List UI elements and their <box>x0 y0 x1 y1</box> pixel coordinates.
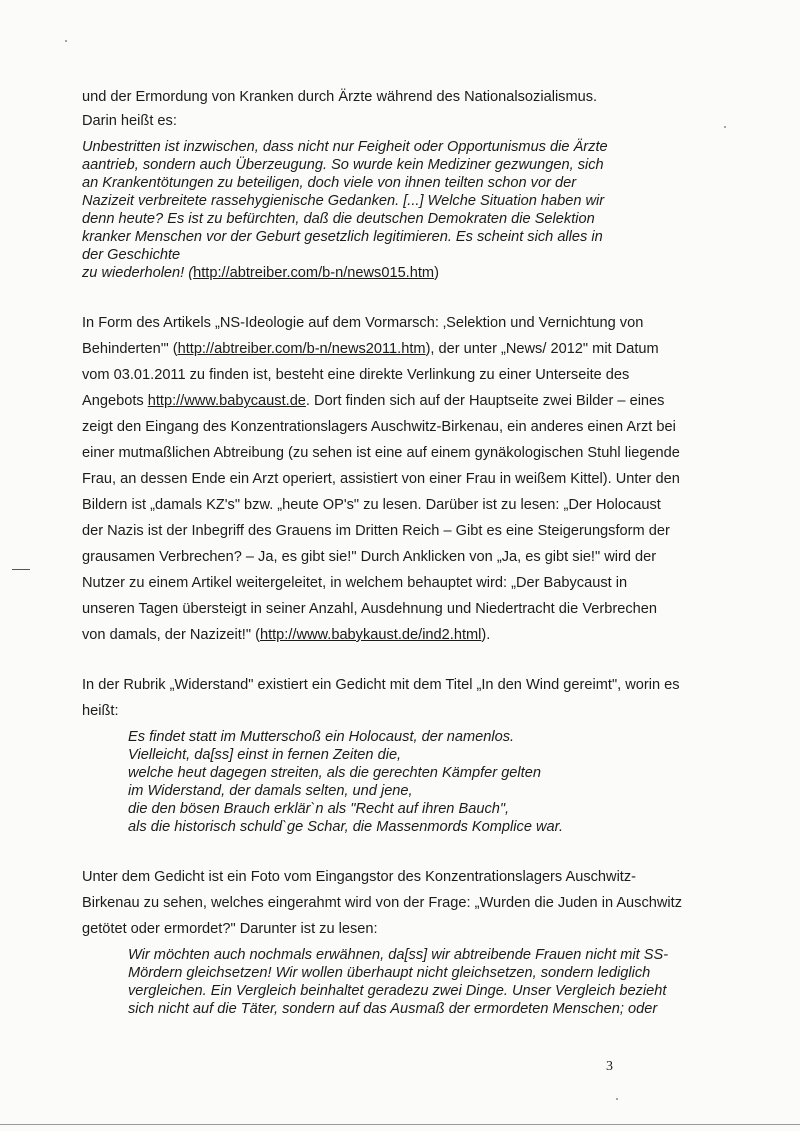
para3-line: Unter dem Gedicht ist ein Foto vom Eingangstor des Konzentrationslagers Auschwitz- <box>82 869 637 885</box>
para1-text: Behinderten'" ( <box>82 341 178 357</box>
scan-edge-line <box>0 1124 800 1125</box>
para1-line: Nutzer zu einem Artikel weitergeleitet, in welchem behauptet wird: „Der Babycaust in <box>82 575 628 591</box>
para1-line <box>82 392 664 410</box>
quote1-line: an Krankentötungen zu beteiligen, doch viele von ihnen teilten schon vor der <box>82 175 577 191</box>
quote2-line: vergleichen. Ein Vergleich beinhaltet geradezu zwei Dinge. Unser Vergleich bezieht <box>128 983 667 999</box>
para1-line: Frau, an dessen Ende ein Arzt operiert, assistiert von einer Frau in weißem Kittel). Unter den <box>82 471 680 487</box>
quote1-line: Nazizeit verbreitete rassehygienische Gedanken. [...] Welche Situation haben wir <box>82 193 605 209</box>
poem-line: die den bösen Brauch erklär`n als "Recht auf ihren Bauch", <box>128 801 510 817</box>
para1-line: vom 03.01.2011 zu finden ist, besteht eine direkte Verlinkung zu einer Unterseite des <box>82 367 630 383</box>
para3-line: Birkenau zu sehen, welches eingerahmt wird von der Frage: „Wurden die Juden in Auschwitz <box>82 895 683 911</box>
para1-text: ). <box>481 627 491 643</box>
quote2-line: sich nicht auf die Täter, sondern auf das Ausmaß der ermordeten Menschen; oder <box>128 1001 658 1017</box>
intro-line: und der Ermordung von Kranken durch Ärzte während des Nationalsozialismus. <box>82 89 598 105</box>
para1-text: Angebots <box>82 393 148 409</box>
para1-line: grausamen Verbrechen? – Ja, es gibt sie!" Durch Anklicken von „Ja, es gibt sie!" wird der <box>82 549 657 565</box>
para2-line: heißt: <box>82 703 119 719</box>
poem-line: im Widerstand, der damals selten, und jene, <box>128 783 413 799</box>
quote2-line: Mördern gleichsetzen! Wir wollen überhaupt nicht gleichsetzen, sondern lediglich <box>128 965 651 981</box>
poem-line: Es findet statt im Mutterschoß ein Holocaust, der namenlos. <box>128 729 515 745</box>
link-babykaust[interactable]: http://www.babykaust.de/ind2.html <box>259 627 482 643</box>
quote1-last-prefix: zu wiederholen! ( <box>82 265 194 281</box>
link-news2011[interactable]: http://abtreiber.com/b-n/news2011.htm <box>177 341 426 357</box>
margin-dash <box>12 569 30 570</box>
para1-line: einer mutmaßlichen Abtreibung (zu sehen ist eine auf einem gynäkologischen Stuhl liegende <box>82 445 680 461</box>
para1-text: von damals, der Nazizeit!" ( <box>82 627 260 643</box>
scan-speck <box>65 40 67 42</box>
para1-line: der Nazis ist der Inbegriff des Grauens im Dritten Reich – Gibt es eine Steigerungsform der <box>82 523 670 539</box>
para2-line: In der Rubrik „Widerstand" existiert ein Gedicht mit dem Titel „In den Wind gereimt", worin es <box>82 677 680 693</box>
para1-line <box>82 626 490 644</box>
link-news015[interactable]: http://abtreiber.com/b-n/news015.htm <box>193 265 435 281</box>
quote1-line: denn heute? Es ist zu befürchten, daß die deutschen Demokraten die Selektion <box>82 211 595 227</box>
scan-speck <box>616 1098 618 1100</box>
page-number: 3 <box>606 1059 613 1074</box>
para1-line: zeigt den Eingang des Konzentrationslagers Auschwitz-Birkenau, ein anderes einen Arzt bei <box>82 419 676 435</box>
para1-line: Bildern ist „damals KZ's" bzw. „heute OP's" zu lesen. Darüber ist zu lesen: „Der Holocaust <box>82 497 661 513</box>
poem-line: als die historisch schuld`ge Schar, die Massenmords Komplice war. <box>128 819 564 835</box>
quote1-line: Unbestritten ist inzwischen, dass nicht nur Feigheit oder Opportunismus die Ärzte <box>82 139 608 155</box>
para3-line: getötet oder ermordet?" Darunter ist zu lesen: <box>82 921 378 937</box>
quote1-last-suffix: ) <box>434 265 439 281</box>
para1-text: ), der unter „News/ 2012" mit Datum <box>425 341 659 357</box>
quote1-line: kranker Menschen vor der Geburt gesetzlich legitimieren. Es scheint sich alles in <box>82 229 603 245</box>
poem-line: welche heut dagegen streiten, als die gerechten Kämpfer gelten <box>128 765 541 781</box>
para1-line <box>82 340 659 358</box>
para1-text: . Dort finden sich auf der Hauptseite zwei Bilder – eines <box>305 393 665 409</box>
poem-line: Vielleicht, da[ss] einst in fernen Zeiten die, <box>128 747 402 763</box>
quote2-line: Wir möchten auch nochmals erwähnen, da[ss] wir abtreibende Frauen nicht mit SS- <box>128 947 669 963</box>
link-babycaust[interactable]: http://www.babycaust.de <box>147 393 306 409</box>
quote1-line: der Geschichte <box>82 247 181 263</box>
scan-speck <box>724 126 726 128</box>
para1-line: In Form des Artikels „NS-Ideologie auf dem Vormarsch: ‚Selektion und Vernichtung von <box>82 315 644 331</box>
darin-label: Darin heißt es: <box>82 113 177 129</box>
para1-line: unseren Tagen übersteigt in seiner Anzahl, Ausdehnung und Niedertracht die Verbrechen <box>82 601 657 617</box>
quote1-line: aantrieb, sondern auch Überzeugung. So wurde kein Mediziner gezwungen, sich <box>82 157 604 173</box>
quote1-last-line <box>82 264 439 282</box>
